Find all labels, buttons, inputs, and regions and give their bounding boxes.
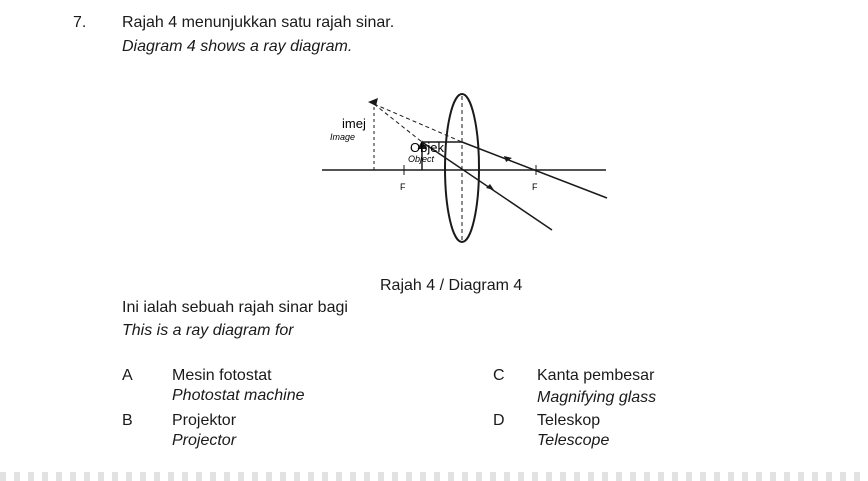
ray-diagram (322, 86, 612, 246)
option-b-text-en: Projector (172, 432, 237, 449)
option-d-text-en: Telescope (537, 432, 610, 449)
page-edge-artifact (0, 472, 868, 481)
label-image-ms: imej (342, 116, 366, 131)
option-c-letter: C (493, 367, 505, 384)
option-b-letter: B (122, 412, 133, 429)
label-object-en: Object (408, 154, 435, 164)
diagram-caption: Rajah 4 / Diagram 4 (380, 277, 523, 294)
option-a-letter: A (122, 367, 133, 384)
label-focal-left: F (400, 182, 406, 192)
label-focal-right: F (532, 182, 538, 192)
virtual-ray-2 (374, 104, 422, 142)
label-object-ms: Objek (410, 140, 444, 155)
ray-arrowhead-2 (486, 184, 494, 190)
prompt-en: This is a ray diagram for (122, 322, 294, 339)
option-c-text-en: Magnifying glass (537, 389, 657, 406)
option-a-text-ms: Mesin fotostat (172, 367, 272, 384)
option-d-text-ms: Teleskop (537, 412, 601, 429)
label-image-en: Image (330, 132, 356, 142)
option-d-letter: D (493, 412, 505, 429)
option-b-text-ms: Projektor (172, 412, 237, 429)
prompt-ms: Ini ialah sebuah rajah sinar bagi (122, 299, 348, 316)
question-stem-ms: Rajah 4 menunjukkan satu rajah sinar. (122, 14, 395, 31)
question-stem-en: Diagram 4 shows a ray diagram. (122, 38, 353, 55)
question-number: 7. (73, 14, 87, 31)
option-c-text-ms: Kanta pembesar (537, 367, 655, 384)
option-a-text-en: Photostat machine (172, 387, 305, 404)
